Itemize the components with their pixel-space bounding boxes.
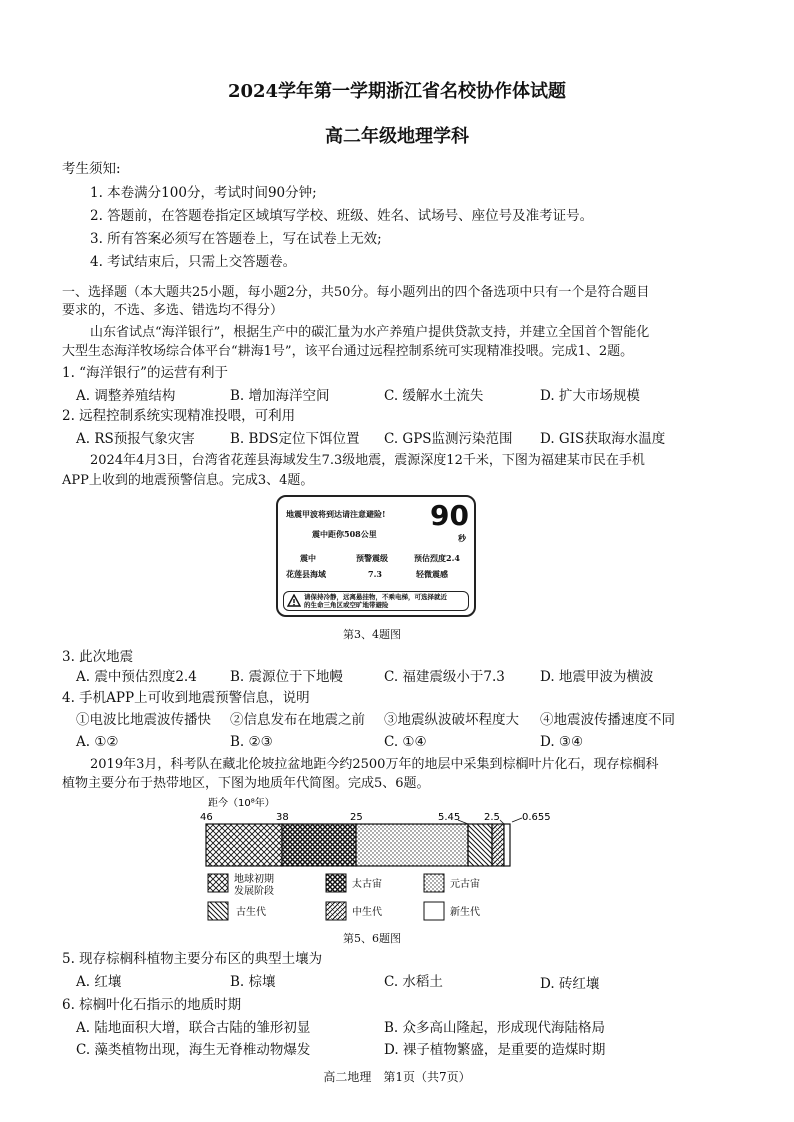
alert-distance: 震中距你508公里	[312, 529, 377, 539]
question-stem: 5. 现存棕榈科植物主要分布区的典型土壤为	[62, 951, 323, 967]
timeline-tick-label: 0.655	[522, 812, 551, 823]
option-a[interactable]: A. 震中预估烈度2.4	[76, 669, 197, 685]
exam-title: 2024学年第一学期浙江省名校协作体试题	[227, 81, 567, 102]
legend-label-cenozoic: 新生代	[450, 907, 480, 918]
warning-triangle-icon	[287, 594, 301, 607]
passage-text: 大型生态海洋牧场综合体平台“耕海1号”，该平台通过远程控制系统可实现精准投喂。完成1、2题。	[62, 344, 634, 359]
figure-caption: 第3、4题图	[343, 628, 401, 641]
option-d[interactable]: D. GIS获取海水温度	[540, 431, 666, 447]
alert-warning-text: 的生命三角区或空旷地带避险	[304, 601, 389, 609]
option-a[interactable]: A. 红壤	[76, 974, 122, 990]
timeline-axis-label: 距今（10⁸年）	[208, 798, 275, 809]
passage-text: 2019年3月，科考队在藏北伦坡拉盆地距今约2500万年的地层中采集到棕榈叶片化石，现存棕榈科	[90, 757, 659, 772]
timeline-tick-label: 25	[350, 812, 363, 823]
segment-paleozoic	[468, 824, 492, 866]
option-d[interactable]: D. 地震甲波为横波	[540, 669, 654, 685]
question-stem: 4. 手机APP上可收到地震预警信息，说明	[62, 690, 310, 706]
option-b[interactable]: B. ②③	[230, 734, 273, 750]
option-d[interactable]: D. 砖红壤	[540, 976, 600, 992]
alert-epicenter-label: 震中	[300, 553, 316, 563]
statement-2: ②信息发布在地震之前	[230, 712, 365, 728]
alert-intensity-label: 预估烈度2.4	[414, 553, 460, 563]
statement-3: ③地震纵波破坏程度大	[384, 712, 519, 728]
passage-text: 2024年4月3日，台湾省花莲县海域发生7.3级地震，震源深度12千米，下图为福建某市民在手机	[90, 453, 645, 468]
legend-label-early-earth: 地球初期	[234, 874, 274, 885]
alert-countdown-unit: 秒	[458, 533, 466, 543]
alert-countdown: 90	[430, 499, 469, 532]
notice-heading: 考生须知:	[62, 161, 121, 177]
legend-swatch-cenozoic	[424, 902, 444, 920]
alert-magnitude-label: 预警震级	[356, 553, 388, 563]
option-c[interactable]: C. 水稻土	[384, 974, 443, 990]
exam-subtitle: 高二年级地理学科	[325, 126, 469, 147]
passage-text: APP上收到的地震预警信息。完成3、4题。	[62, 473, 314, 488]
alert-warning-text: 请保持冷静，远离悬挂物，不乘电梯，可选择就近	[304, 593, 447, 601]
legend-label-proterozoic: 元古宙	[450, 879, 480, 890]
option-a[interactable]: A. ①②	[76, 734, 119, 750]
timeline-tick-label: 2.5	[484, 812, 500, 823]
question-stem: 6. 棕榈叶化石指示的地质时期	[62, 997, 242, 1013]
option-c[interactable]: C. 藻类植物出现，海生无脊椎动物爆发	[76, 1042, 311, 1058]
option-a[interactable]: A. 调整养殖结构	[76, 388, 176, 404]
alert-epicenter-value: 花莲县海域	[286, 569, 326, 579]
segment-cenozoic	[504, 824, 510, 866]
page-footer: 高二地理 第1页（共7页）	[323, 1070, 471, 1084]
option-b[interactable]: B. 震源位于下地幔	[230, 669, 344, 685]
option-c[interactable]: C. GPS监测污染范围	[384, 431, 513, 447]
notice-item: 3. 所有答案必须写在答题卷上，写在试卷上无效;	[90, 231, 382, 247]
timeline-tick-label: 46	[200, 812, 213, 823]
segment-archean	[282, 824, 356, 866]
option-a[interactable]: A. RS预报气象灾害	[76, 431, 195, 447]
legend-swatch-paleozoic	[208, 902, 228, 920]
option-c[interactable]: C. ①④	[384, 734, 427, 750]
option-c[interactable]: C. 缓解水土流失	[384, 388, 484, 404]
segment-proterozoic	[356, 824, 468, 866]
timeline-tick-label: 5.45	[438, 812, 461, 823]
question-stem: 2. 远程控制系统实现精准投喂，可利用	[62, 408, 296, 424]
notice-item: 1. 本卷满分100分，考试时间90分钟;	[90, 185, 317, 201]
passage-text: 植物主要分布于热带地区，下图为地质年代简图。完成5、6题。	[62, 776, 430, 791]
passage-text: 山东省试点“海洋银行”，根据生产中的碳汇量为水产养殖户提供贷款支持，并建立全国首个智能化	[90, 325, 650, 340]
alert-magnitude-value: 7.3	[368, 569, 382, 579]
statement-1: ①电波比地震波传播快	[76, 712, 211, 728]
option-d[interactable]: D. ③④	[540, 734, 584, 750]
alert-headline: 地震甲波将到达请注意避险!	[286, 509, 386, 519]
option-b[interactable]: B. 众多高山隆起，形成现代海陆格局	[384, 1020, 606, 1036]
notice-item: 4. 考试结束后，只需上交答题卷。	[90, 254, 297, 270]
legend-label-early-earth-cont: 发展阶段	[234, 886, 274, 897]
figure-caption: 第5、6题图	[343, 932, 401, 945]
section-heading: 一、选择题（本大题共25小题，每小题2分，共50分。每小题列出的四个备选项中只有一个是符合题目	[62, 285, 650, 300]
option-d[interactable]: D. 扩大市场规模	[540, 388, 640, 404]
legend-swatch-early-earth	[208, 874, 228, 892]
segment-early-earth	[206, 824, 282, 866]
timeline-tick-label: 38	[276, 812, 289, 823]
legend-swatch-proterozoic	[424, 874, 444, 892]
legend-swatch-archean	[326, 874, 346, 892]
question-stem: 3. 此次地震	[62, 649, 134, 665]
alert-intensity-value: 轻微震感	[416, 569, 448, 579]
segment-mesozoic	[492, 824, 504, 866]
option-a[interactable]: A. 陆地面积大增，联合古陆的雏形初显	[76, 1020, 311, 1036]
alert-warning-box	[283, 591, 469, 611]
option-b[interactable]: B. 增加海洋空间	[230, 388, 330, 404]
option-c[interactable]: C. 福建震级小于7.3	[384, 669, 505, 685]
geologic-timeline-figure	[0, 792, 794, 932]
legend-label-archean: 太古宙	[352, 879, 382, 890]
option-d[interactable]: D. 裸子植物繁盛，是重要的造煤时期	[384, 1042, 606, 1058]
notice-item: 2. 答题前，在答题卷指定区域填写学校、班级、姓名、试场号、座位号及准考证号。	[90, 208, 594, 224]
section-heading-cont: 要求的，不选、多选、错选均不得分）	[62, 303, 284, 318]
earthquake-alert-card	[276, 495, 476, 617]
statement-4: ④地震波传播速度不同	[540, 712, 675, 728]
legend-label-mesozoic: 中生代	[352, 907, 382, 918]
legend-swatch-mesozoic	[326, 902, 346, 920]
option-b[interactable]: B. BDS定位下饵位置	[230, 431, 360, 447]
legend-label-paleozoic: 古生代	[236, 907, 266, 918]
question-stem: 1. “海洋银行”的运营有利于	[62, 365, 228, 381]
option-b[interactable]: B. 棕壤	[230, 974, 276, 990]
